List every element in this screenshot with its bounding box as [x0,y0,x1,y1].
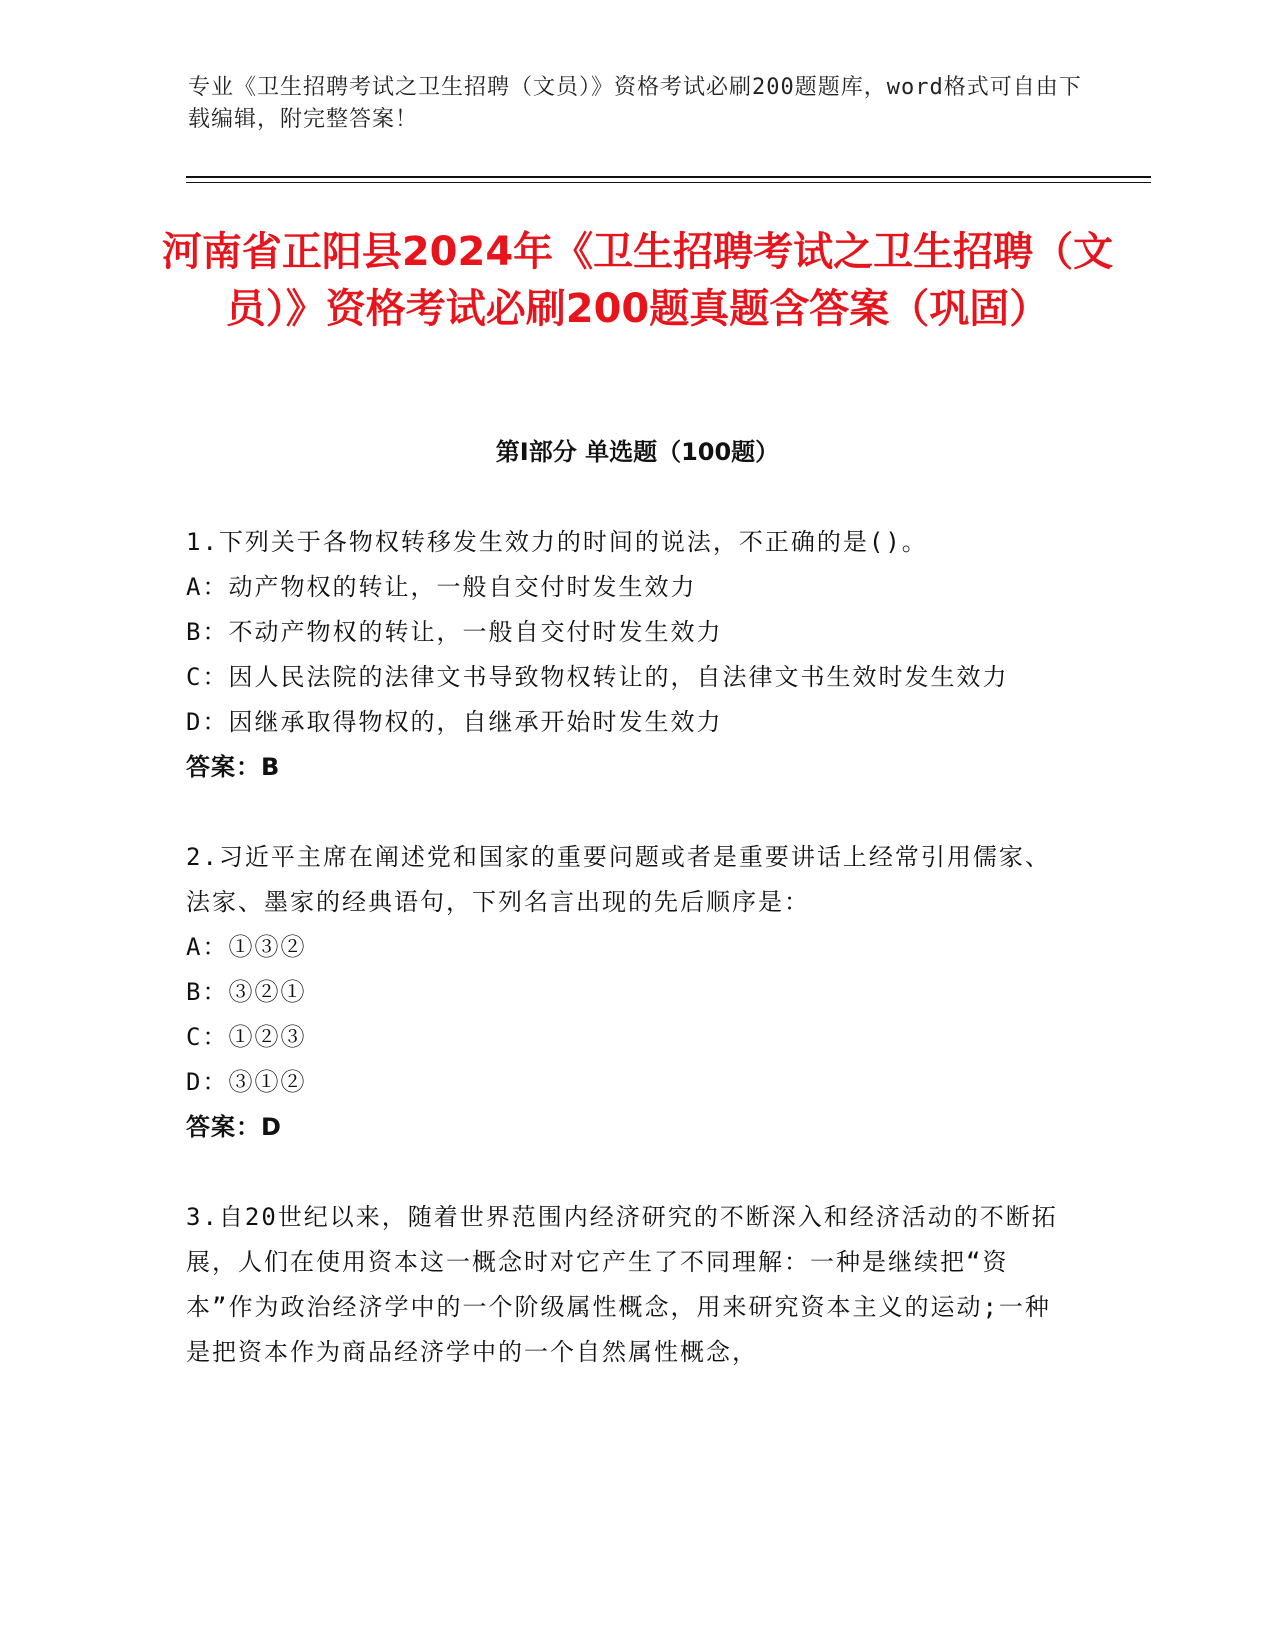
question-1 [186,520,1066,790]
section-title: 第I部分 单选题（100题） [495,438,780,466]
option-b: B：不动产物权的转让，一般自交付时发生效力 [186,618,723,646]
question-stem: 2.习近平主席在阐述党和国家的重要问题或者是重要讲话上经常引用儒家、法家、墨家的经典语句，下列名言出现的先后顺序是： [186,843,1051,916]
option-d: D：③①② [186,1068,307,1096]
option-a: A：动产物权的转让，一般自交付时发生效力 [186,573,697,601]
question-stem: 3.自20世纪以来，随着世界范围内经济研究的不断深入和经济活动的不断拓展，人们在使用资本这一概念时对它产生了不同理解：一种是继续把“资本”作为政治经济学中的一个阶级属性概念，用来研究资本主义的运动;一种是把资本作为商品经济学中的一个自然属性概念， [186,1203,1058,1366]
question-3 [186,1195,1066,1375]
question-list [186,520,1066,1420]
question-stem: 1.下列关于各物权转移发生效力的时间的说法，不正确的是()。 [186,528,928,556]
document-title: 河南省正阳县2024年《卫生招聘考试之卫生招聘（文员）》资格考试必刷200题真题含答案（巩固） [161,229,1114,332]
option-c: C：因人民法院的法律文书导致物权转让的，自法律文书生效时发生效力 [186,663,1009,691]
header-note: 专业《卫生招聘考试之卫生招聘（文员）》资格考试必刷200题题库，word格式可自由下载编辑，附完整答案！ [188,75,1082,132]
header-divider-bottom [186,182,1151,183]
option-a: A：①③② [186,933,307,961]
option-d: D：因继承取得物权的，自继承开始时发生效力 [186,708,723,736]
question-2 [186,835,1066,1150]
answer: 答案：D [186,1113,282,1141]
header-divider-top [186,176,1151,178]
option-c: C：①②③ [186,1023,307,1051]
answer: 答案：B [186,753,281,781]
option-b: B：③②① [186,978,307,1006]
